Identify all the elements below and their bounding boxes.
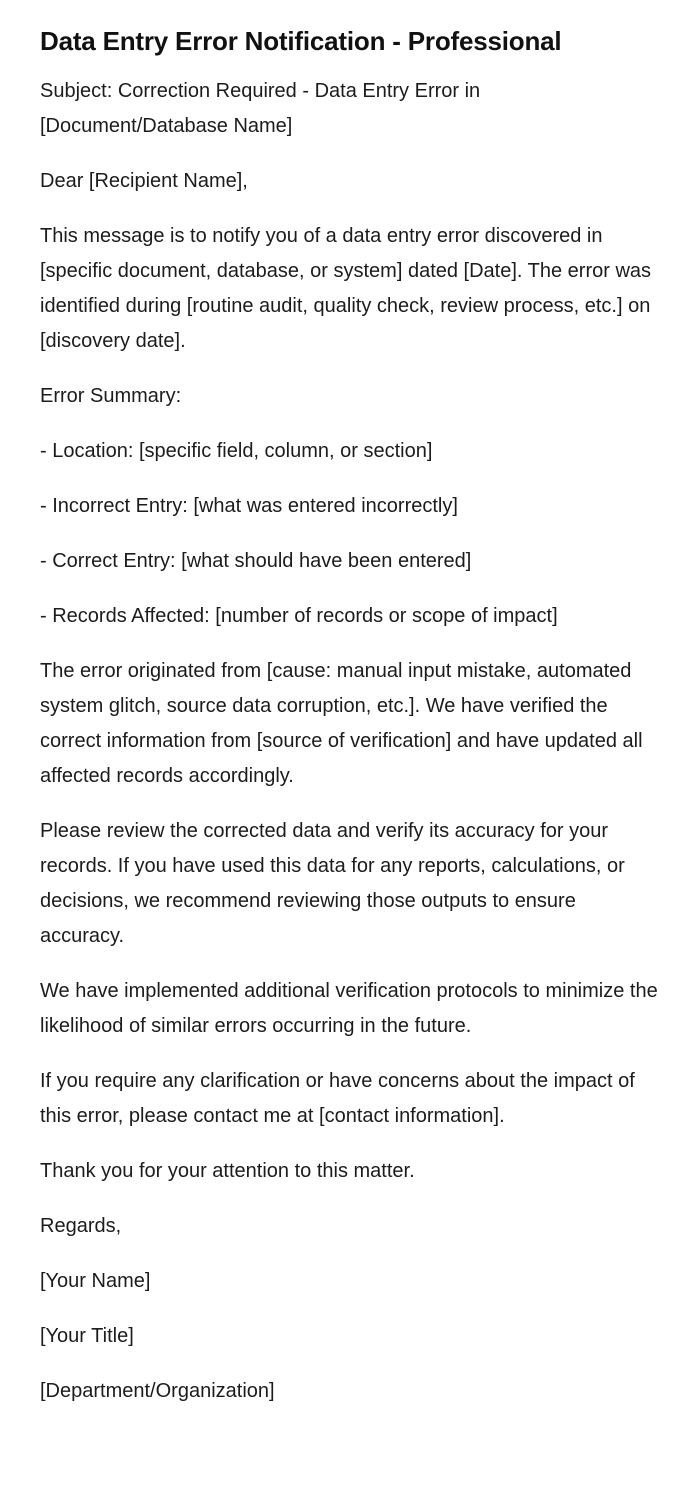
document-title: Data Entry Error Notification - Professional xyxy=(40,26,562,56)
cause-paragraph: The error originated from [cause: manual input mistake, automated system glitch, source data corruption, etc.]. We have verified the correct information from [source of verification] and have updated all affected records accordingly. xyxy=(40,660,643,787)
contact-paragraph: If you require any clarification or have concerns about the impact of this error, please contact me at [contact information]. xyxy=(40,1070,635,1127)
sender-title: [Your Title] xyxy=(40,1325,134,1347)
intro-paragraph: This message is to notify you of a data entry error discovered in [specific document, database, or system] dated [Date]. The error was identified during [routine audit, quality check, review process, etc.] on [discovery date]. xyxy=(40,225,652,352)
summary-item-incorrect-entry: - Incorrect Entry: [what was entered incorrectly] xyxy=(40,495,458,517)
summary-item-correct-entry: - Correct Entry: [what should have been entered] xyxy=(40,550,472,572)
review-paragraph: Please review the corrected data and verify its accuracy for your records. If you have used this data for any reports, calculations, or decisions, we recommend reviewing those outputs to ensure accuracy. xyxy=(40,820,625,947)
protocols-paragraph: We have implemented additional verification protocols to minimize the likelihood of similar errors occurring in the future. xyxy=(40,980,658,1037)
subject-line: Subject: Correction Required - Data Entry Error in [Document/Database Name] xyxy=(40,80,481,137)
sender-organization: [Department/Organization] xyxy=(40,1380,275,1402)
salutation: Dear [Recipient Name], xyxy=(40,170,248,192)
summary-heading: Error Summary: xyxy=(40,385,182,407)
sender-name: [Your Name] xyxy=(40,1270,151,1292)
thanks-line: Thank you for your attention to this matter. xyxy=(40,1160,415,1182)
summary-item-location: - Location: [specific field, column, or section] xyxy=(40,440,433,462)
summary-item-records-affected: - Records Affected: [number of records or scope of impact] xyxy=(40,605,558,627)
closing-line: Regards, xyxy=(40,1215,122,1237)
